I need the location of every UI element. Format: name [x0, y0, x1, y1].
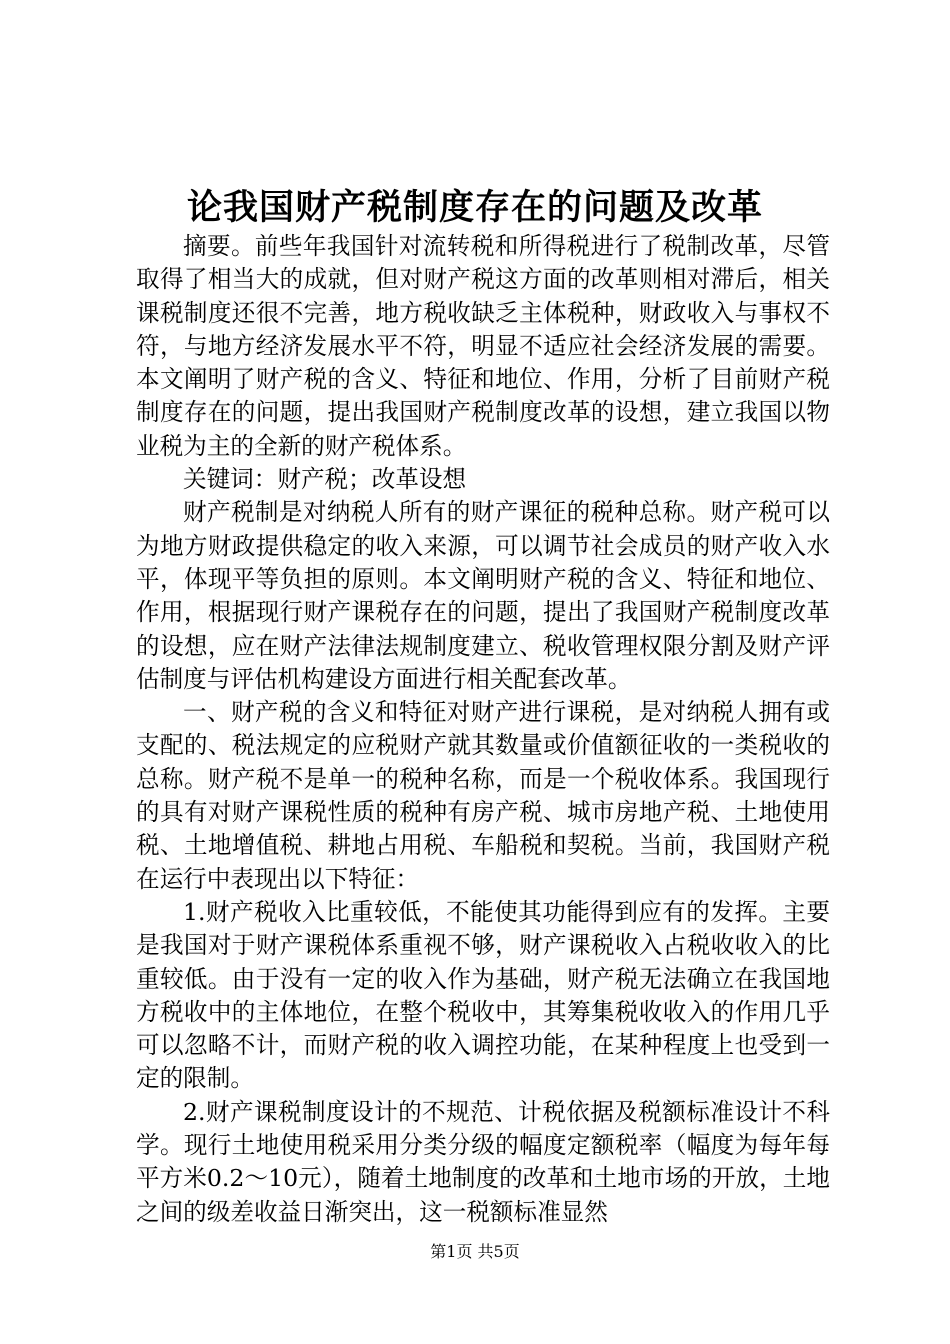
keywords-paragraph: 关键词：财产税；改革设想	[183, 465, 467, 494]
intro-paragraph: 财产税制是对纳税人所有的财产课征的税种总称。财产税可以为地方财政提供稳定的收入来源，可以调节社会成员的财产收入水平，体现平等负担的原则。本文阐明财产税的含义、特征和地位、作用，根据现行财产课税存在的问题，提出了我国财产税制度改革的设想，应在财产法律法规制度建立、税收管理权限分割及财产评估制度与评估机构建设方面进行相关配套改革。	[136, 498, 830, 693]
document-title: 论我国财产税制度存在的问题及改革	[186, 187, 763, 228]
document-body	[136, 230, 830, 1229]
point-one-paragraph: 1.财产税收入比重较低，不能使其功能得到应有的发挥。主要是我国对于财产课税体系重视不够，财产课税收入占税收收入的比重较低。由于没有一定的收入作为基础，财产税无法确立在我国地方税收中的主体地位，在整个税收中，其筹集税收收入的作用几乎可以忽略不计，而财产税的收入调控功能，在某种程度上也受到一定的限制。	[136, 897, 830, 1093]
section-one-paragraph: 一、财产税的含义和特征对财产进行课税，是对纳税人拥有或支配的、税法规定的应税财产就其数量或价值额征收的一类税收的总称。财产税不是单一的税种名称，而是一个税收体系。我国现行的具有对财产课税性质的税种有房产税、城市房地产税、土地使用税、土地增值税、耕地占用税、车船税和契税。当前，我国财产税在运行中表现出以下特征：	[136, 698, 830, 893]
abstract-paragraph: 摘要。前些年我国针对流转税和所得税进行了税制改革，尽管取得了相当大的成就，但对财产税这方面的改革则相对滞后，相关课税制度还很不完善，地方税收缺乏主体税种，财政收入与事权不符，与地方经济发展水平不符，明显不适应社会经济发展的需要。本文阐明了财产税的含义、特征和地位、作用，分析了目前财产税制度存在的问题，提出我国财产税制度改革的设想，建立我国以物业税为主的全新的财产税体系。	[136, 232, 830, 460]
page-footer: 第1页 共5页	[430, 1242, 520, 1261]
point-two-paragraph: 2.财产课税制度设计的不规范、计税依据及税额标准设计不科学。现行土地使用税采用分类分级的幅度定额税率（幅度为每年每平方米0.2～10元），随着土地制度的改革和土地市场的开放，土地之间的级差收益日渐突出，这一税额标准显然	[136, 1097, 830, 1226]
